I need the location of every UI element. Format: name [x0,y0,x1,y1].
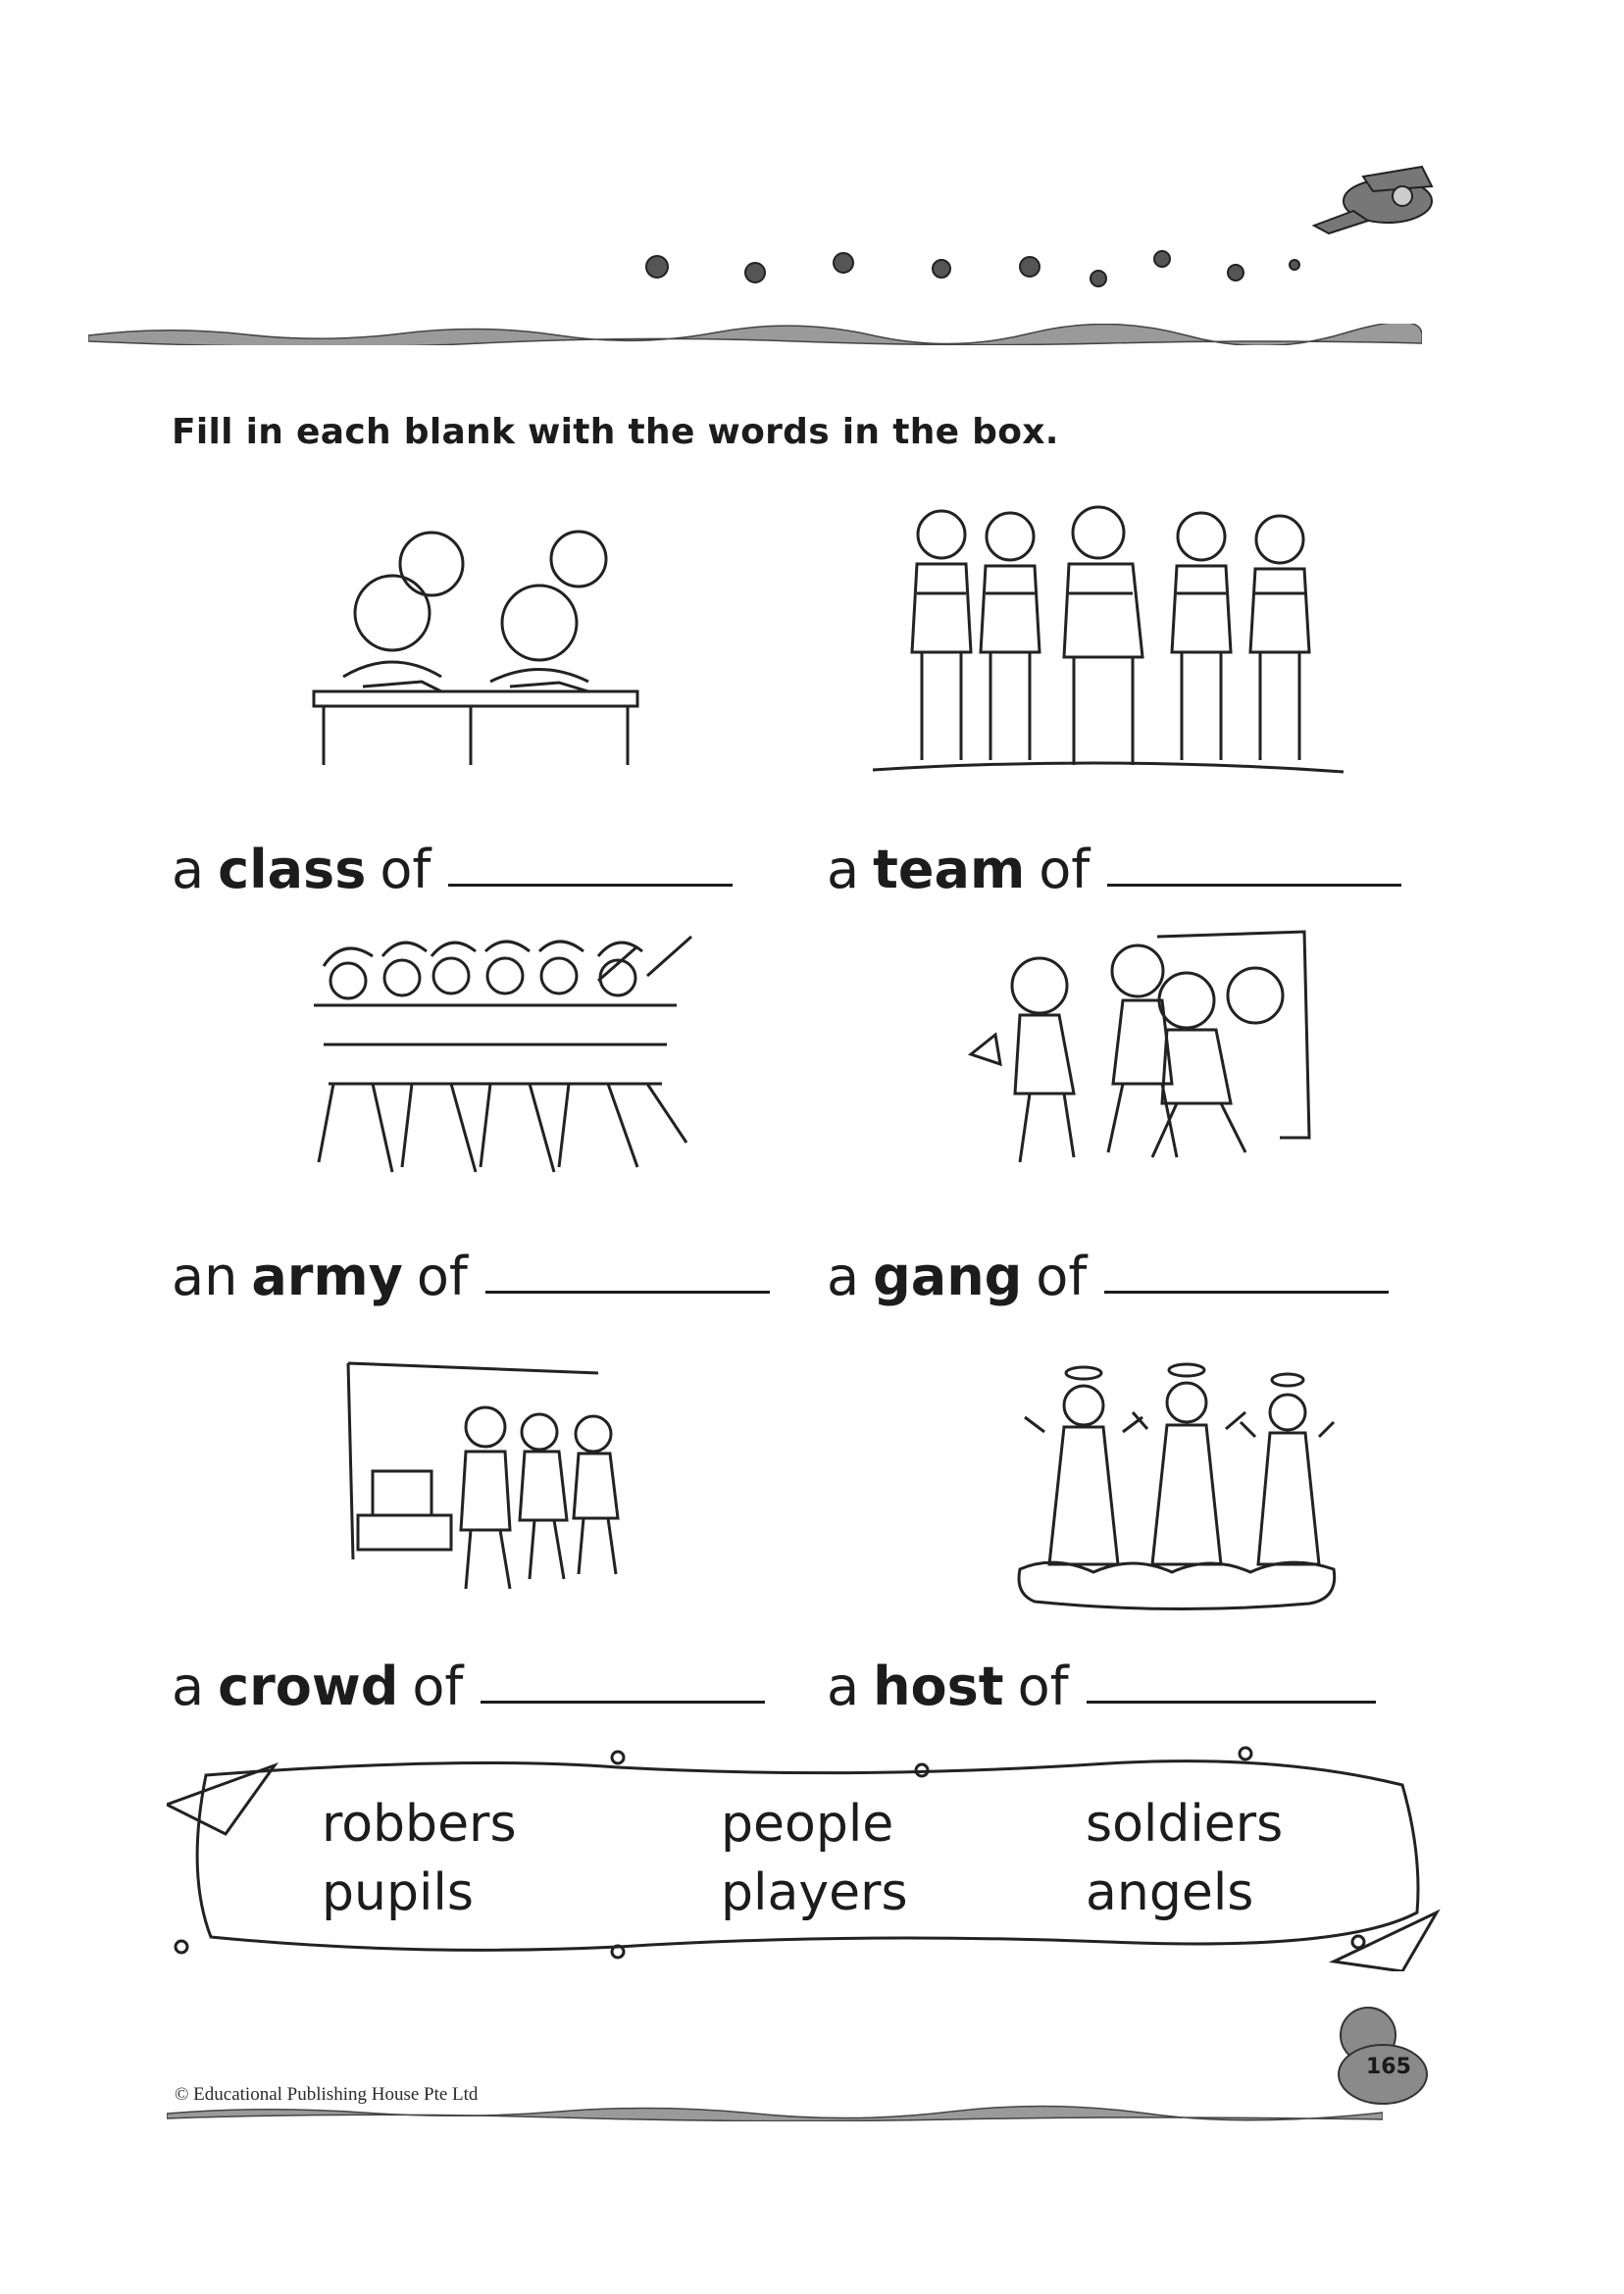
answer-blank[interactable] [448,882,733,887]
marching-soldiers-illustration [304,927,706,1187]
exercise-gang [827,1246,1389,1307]
article: a [827,839,860,900]
robbers-gang-illustration [941,917,1324,1182]
answer-blank[interactable] [1104,1289,1389,1294]
football-team-illustration [863,495,1353,780]
collective-noun: host [873,1656,1004,1717]
answer-blank[interactable] [1107,882,1401,887]
collective-noun: gang [873,1246,1023,1307]
host-of-angels-illustration [1015,1358,1339,1613]
of-word: of [1017,1656,1069,1717]
article: a [827,1246,860,1307]
word-box-frame [167,1746,1442,1971]
copyright-text: © Educational Publishing House Pte Ltd [175,2084,479,2105]
exercise-team [827,839,1401,900]
of-word: of [1039,839,1091,900]
exercise-host [827,1656,1376,1717]
instruction-text: Fill in each blank with the words in the box. [172,412,1059,452]
collective-noun: class [218,839,367,900]
pupils-at-desks-illustration [304,510,667,775]
of-word: of [416,1246,468,1307]
word-angels: angels [1086,1863,1254,1922]
word-robbers: robbers [322,1795,517,1854]
word-players: players [721,1863,908,1922]
article: a [172,1656,205,1717]
page-number: 165 [1366,2055,1411,2079]
answer-blank[interactable] [485,1289,770,1294]
collective-noun: team [873,839,1026,900]
exercise-class [172,839,733,900]
bottom-divider-band [167,2104,1383,2121]
article: an [172,1246,238,1307]
word-soldiers: soldiers [1086,1795,1284,1854]
of-word: of [380,839,431,900]
of-word: of [412,1656,464,1717]
article: a [827,1656,860,1717]
exercise-crowd [172,1656,765,1717]
word-pupils: pupils [322,1863,474,1922]
crowd-of-people-illustration [343,1344,647,1599]
airplane-flowers-decoration [608,157,1451,294]
word-people: people [721,1795,894,1854]
collective-noun: crowd [218,1656,399,1717]
answer-blank[interactable] [481,1699,765,1704]
of-word: of [1036,1246,1088,1307]
article: a [172,839,205,900]
exercise-army [172,1246,770,1307]
answer-blank[interactable] [1087,1699,1376,1704]
collective-noun: army [251,1246,403,1307]
top-divider-band [88,324,1422,345]
